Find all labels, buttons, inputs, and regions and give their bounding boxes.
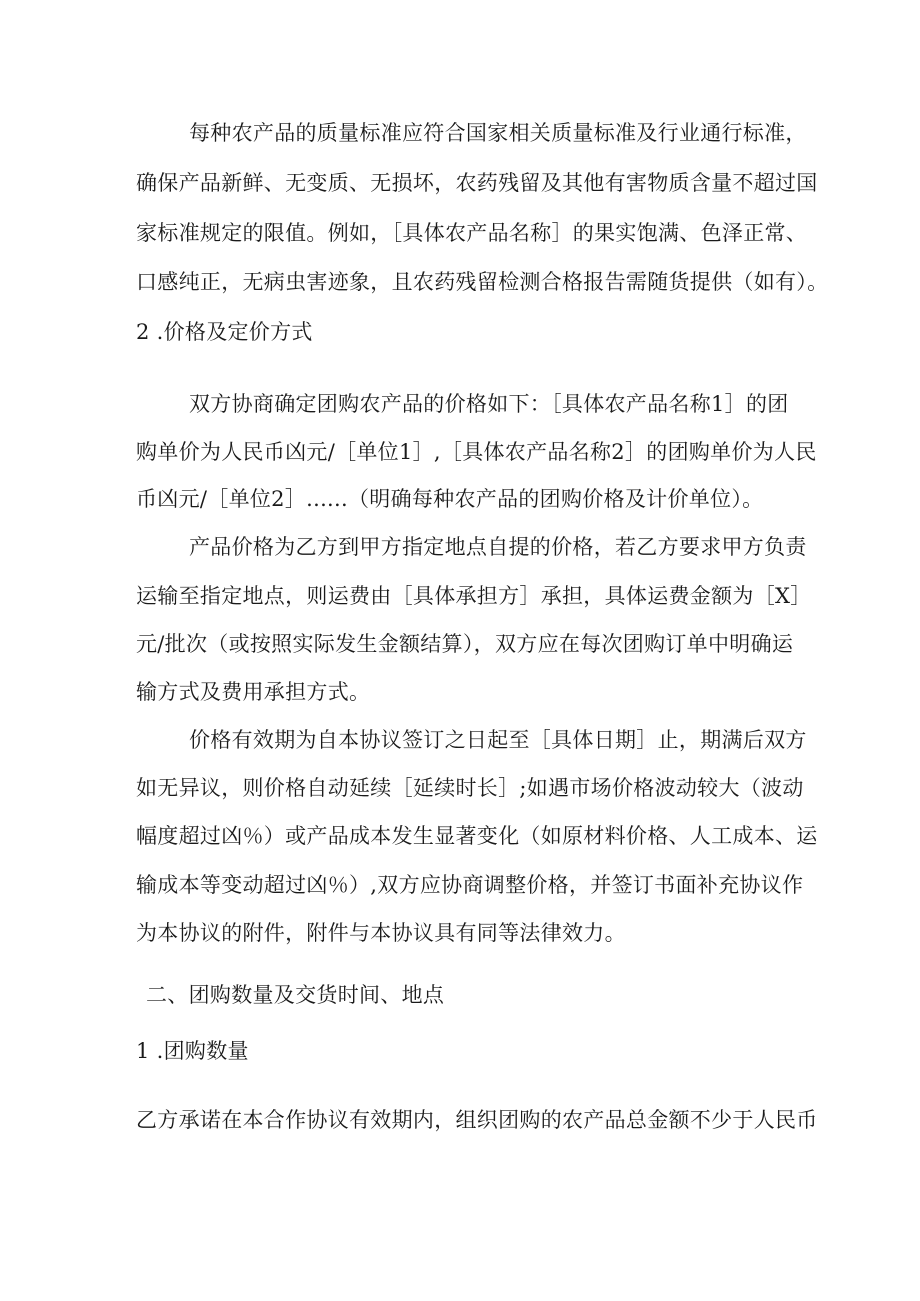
- price-paragraph-2-line-4: 输方式及费用承担方式。: [136, 680, 371, 704]
- price-paragraph-3-line-1: 价格有效期为自本协议签订之日起至［具体日期］止，期满后双方: [189, 728, 807, 752]
- quality-paragraph-line-4: 口感纯正，无病虫害迹象，且农药残留检测合格报告需随货提供（如有）。: [136, 270, 829, 294]
- quality-paragraph-line-3: 家标准规定的限值。例如，［具体农产品名称］的果实饱满、色泽正常、: [136, 221, 808, 245]
- price-paragraph-3-line-4: 输成本等变动超过凶％）,双方应协商调整价格，并签订书面补充协议作: [136, 873, 804, 897]
- quantity-paragraph-line-1: 乙方承诺在本合作协议有效期内，组织团购的农产品总金额不少于人民币: [136, 1108, 818, 1132]
- price-paragraph-3-line-2: 如无异议，则价格自动延续［延续时长］;如遇市场价格波动较大（波动: [136, 776, 804, 800]
- price-paragraph-1-line-3: 币凶元/［单位2］......（明确每种农产品的团购价格及计价单位）。: [136, 487, 764, 511]
- price-paragraph-1-line-1: 双方协商确定团购农产品的价格如下：［具体农产品名称1］的团: [189, 392, 789, 416]
- quality-paragraph-line-1: 每种农产品的质量标准应符合国家相关质量标准及行业通行标准，: [189, 121, 807, 145]
- section-two-heading: 二、团购数量及交货时间、地点: [146, 983, 445, 1007]
- price-paragraph-2-line-2: 运输至指定地点，则运费由［具体承担方］承担，具体运费金额为［X］: [136, 584, 812, 608]
- price-paragraph-3-line-5: 为本协议的附件，附件与本协议具有同等法律效力。: [136, 921, 626, 945]
- price-paragraph-1-line-2: 购单价为人民币凶元/［单位1］,［具体农产品名称2］的团购单价为人民: [136, 440, 817, 464]
- price-paragraph-3-line-3: 幅度超过凶％）或产品成本发生显著变化（如原材料价格、人工成本、运: [136, 824, 818, 848]
- price-section-heading: 2 .价格及定价方式: [136, 320, 313, 344]
- price-paragraph-2-line-1: 产品价格为乙方到甲方指定地点自提的价格，若乙方要求甲方负责: [189, 535, 807, 559]
- quality-paragraph-line-2: 确保产品新鲜、无变质、无损坏，农药残留及其他有害物质含量不超过国: [136, 171, 818, 195]
- quantity-section-heading: 1 .团购数量: [136, 1039, 249, 1063]
- price-paragraph-2-line-3: 元/批次（或按照实际发生金额结算），双方应在每次团购订单中明确运: [136, 632, 794, 656]
